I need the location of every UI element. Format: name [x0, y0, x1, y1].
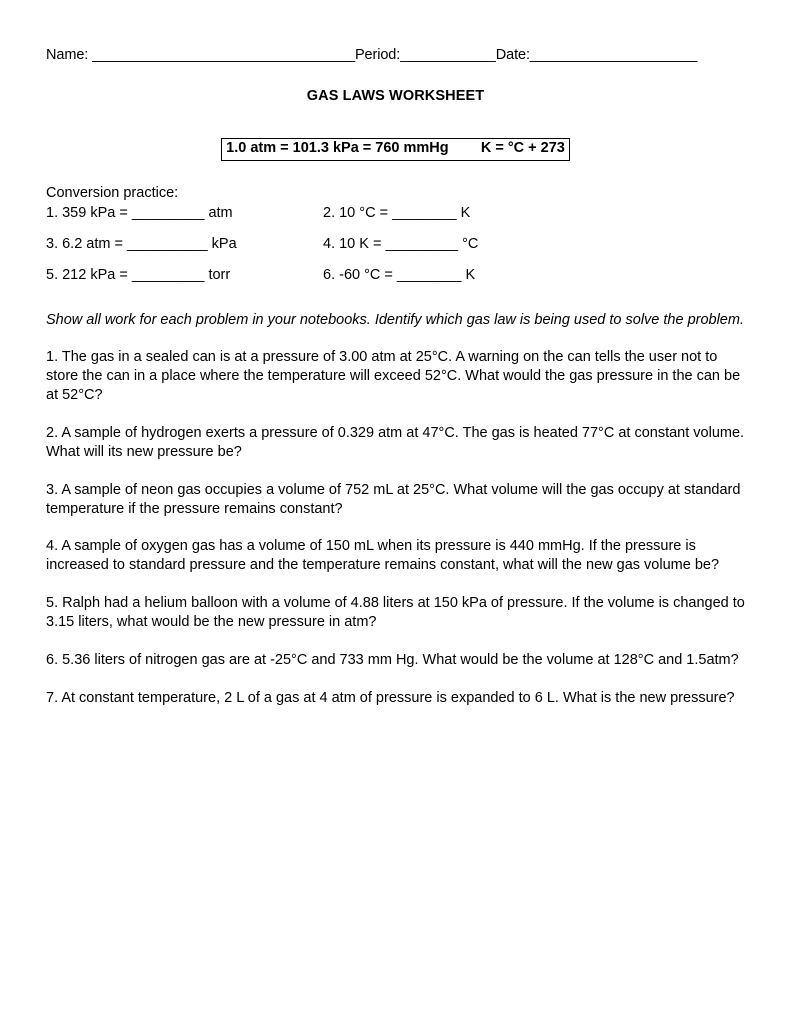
page-title: GAS LAWS WORKSHEET: [306, 88, 485, 105]
conversion-item: 3. 6.2 atm = __________ kPa: [46, 235, 237, 252]
problem-item: 5. Ralph had a helium balloon with a volume of 4.88 liters at 150 kPa of pressure. If the volume is changed to 3.15 liters, what would be the new pressure in atm?: [46, 595, 745, 630]
instructions-text: Show all work for each problem in your notebooks. Identify which gas law is being used to solve the problem.: [46, 311, 744, 328]
problem-item: 2. A sample of hydrogen exerts a pressure of 0.329 atm at 47°C. The gas is heated 77°C at constant volume. What will its new pressure be?: [46, 424, 745, 460]
name-period-date-line: Name: _________________________________Period:____________Date:_____________________: [46, 47, 698, 63]
conversion-item: 6. -60 °C = ________ K: [323, 266, 476, 283]
conversion-practice-label: Conversion practice:: [46, 184, 179, 201]
conversion-row: [46, 204, 745, 222]
conversion-item: 1. 359 kPa = _________ atm: [46, 204, 233, 221]
conversion-box-container: [46, 138, 745, 160]
problem-item: 3. A sample of neon gas occupies a volume of 752 mL at 25°C. What volume will the gas occupy at standard temperature if the pressure remains constant?: [46, 481, 741, 517]
conversion-formula-box: 1.0 atm = 101.3 kPa = 760 mmHg K = °C + 273: [221, 138, 570, 160]
conversion-item: 2. 10 °C = ________ K: [323, 204, 471, 221]
conversion-item: 4. 10 K = _________ °C: [323, 235, 479, 252]
problem-item: 6. 5.36 liters of nitrogen gas are at -25°C and 733 mm Hg. What would be the volume at 128°C and 1.5atm?: [46, 651, 739, 668]
conversion-row: [46, 266, 745, 284]
conversion-row: [46, 235, 745, 253]
conversion-item: 5. 212 kPa = _________ torr: [46, 266, 231, 283]
problem-item: 4. A sample of oxygen gas has a volume of 150 mL when its pressure is 440 mmHg. If the pressure is increased to standard pressure and the temperature remains constant, what will the new gas volume be?: [46, 538, 720, 574]
conversion-practice-list: [46, 204, 745, 284]
problem-item: 7. At constant temperature, 2 L of a gas at 4 atm of pressure is expanded to 6 L. What is the new pressure?: [46, 689, 735, 706]
problem-item: 1. The gas in a sealed can is at a pressure of 3.00 atm at 25°C. A warning on the can tells the user not to store the can in a place where the temperature will exceed 52°C. What would the gas pressure in the can be at 52°C?: [46, 349, 741, 404]
